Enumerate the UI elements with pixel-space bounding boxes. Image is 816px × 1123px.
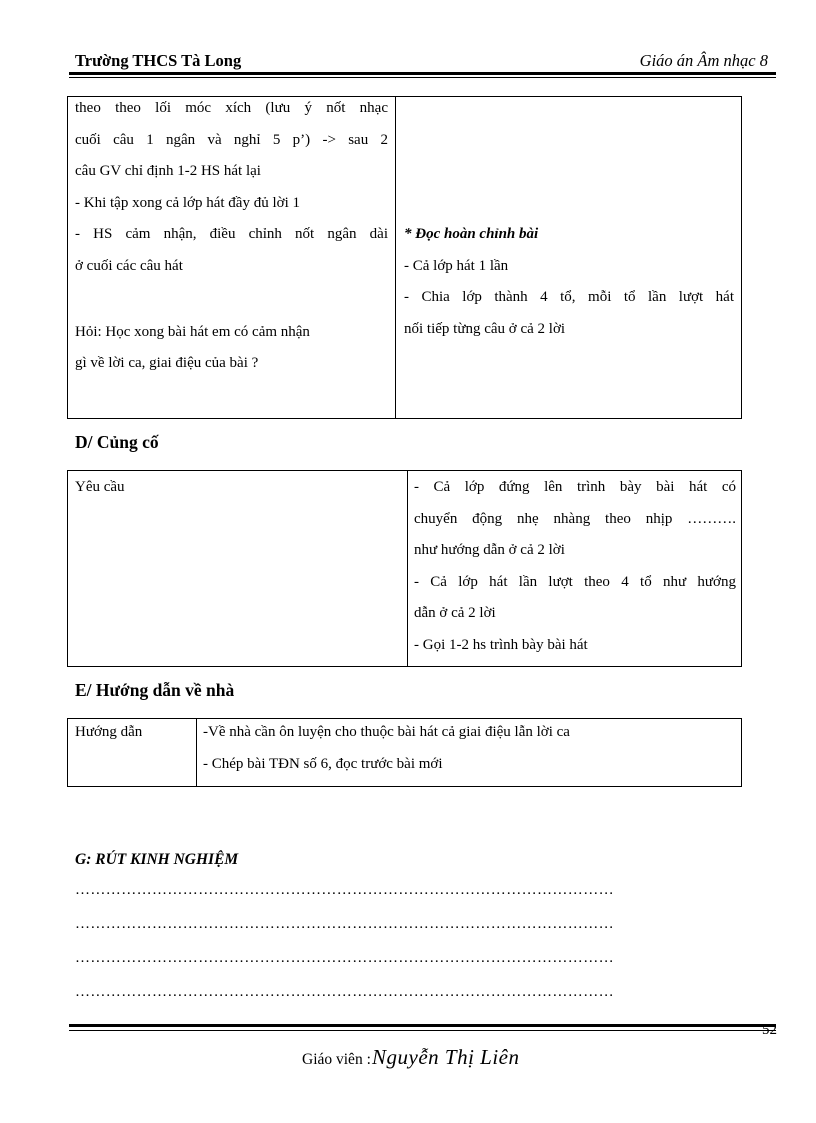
consolidation-right-cell xyxy=(414,472,736,661)
table-line: chuyển động nhẹ nhàng theo nhịp ………. xyxy=(414,510,736,527)
section-g-title: G: RÚT KINH NGHIỆM xyxy=(75,851,239,868)
section-d-title: D/ Củng cố xyxy=(75,432,159,452)
table-line: - HS cảm nhận, điều chỉnh nốt ngân dài xyxy=(75,226,388,242)
header-rule-thick xyxy=(69,72,776,75)
consolidation-table xyxy=(67,470,742,667)
table-line: - Gọi 1-2 hs trình bày bài hát xyxy=(414,636,588,653)
table-line: ở cuối các câu hát xyxy=(75,257,183,274)
dotted-line: …………………………………………………………………………………………… xyxy=(75,950,614,966)
footer-rule-thin xyxy=(69,1030,776,1031)
teacher-name: Nguyễn Thị Liên xyxy=(372,1045,520,1069)
table-line: Hướng dẫn xyxy=(75,724,143,740)
homework-right-cell xyxy=(203,717,733,780)
dotted-line: …………………………………………………………………………………………… xyxy=(75,882,614,898)
table-line: - Chép bài TĐN số 6, đọc trước bài mới xyxy=(203,755,443,772)
table-line: theo theo lối móc xích (lưu ý nốt nhạc xyxy=(75,100,388,116)
subject-title: Giáo án Âm nhạc 8 xyxy=(639,51,768,70)
section-heading: * Đọc hoàn chỉnh bài xyxy=(404,226,539,242)
teacher-label: Giáo viên : xyxy=(302,1051,371,1068)
table-line: - Cả lớp đứng lên trình bày bài hát có xyxy=(414,479,736,495)
dotted-line: …………………………………………………………………………………………… xyxy=(75,984,614,1000)
table-line xyxy=(75,282,388,314)
activity-table-divider xyxy=(395,97,396,418)
activity-table-right-cell xyxy=(404,219,734,345)
table-line: - Khi tập xong cả lớp hát đầy đủ lời 1 xyxy=(75,194,300,211)
table-line: - Cả lớp hát lần lượt theo 4 tổ như hướng xyxy=(414,573,736,590)
consolidation-table-divider xyxy=(407,471,408,666)
table-line: Hỏi: Học xong bài hát em có cảm nhận xyxy=(75,323,310,340)
section-e-title: E/ Hướng dẫn về nhà xyxy=(75,680,235,700)
table-line: - Chia lớp thành 4 tổ, mỗi tổ lần lượt hát xyxy=(404,289,734,305)
dotted-line: …………………………………………………………………………………………… xyxy=(75,916,614,932)
table-line: cuối câu 1 ngân và nghỉ 5 p’) -> sau 2 xyxy=(75,131,388,148)
consolidation-left-cell xyxy=(75,472,395,504)
footer-rule-thick xyxy=(69,1024,776,1027)
homework-table xyxy=(67,718,742,787)
table-line: câu GV chỉ định 1-2 HS hát lại xyxy=(75,163,261,179)
table-line: gì về lời ca, giai điệu của bài ? xyxy=(75,355,259,371)
table-line: nối tiếp từng câu ở cả 2 lời xyxy=(404,320,566,337)
school-name: Trường THCS Tà Long xyxy=(75,51,242,70)
activity-table-left-cell xyxy=(75,93,388,380)
homework-left-cell xyxy=(75,717,190,749)
header-rule-thin xyxy=(69,77,776,78)
activity-table xyxy=(67,96,742,419)
table-line: - Cả lớp hát 1 lần xyxy=(404,257,509,274)
table-line: Yêu cầu xyxy=(75,479,125,495)
homework-table-divider xyxy=(196,719,197,786)
table-line: dẫn ở cả 2 lời xyxy=(414,605,496,621)
table-line: như hướng dẫn ở cả 2 lời xyxy=(414,542,565,558)
table-line: -Về nhà cần ôn luyện cho thuộc bài hát cả giai điệu lẫn lời ca xyxy=(203,724,570,740)
page-number: 52 xyxy=(762,1022,777,1038)
